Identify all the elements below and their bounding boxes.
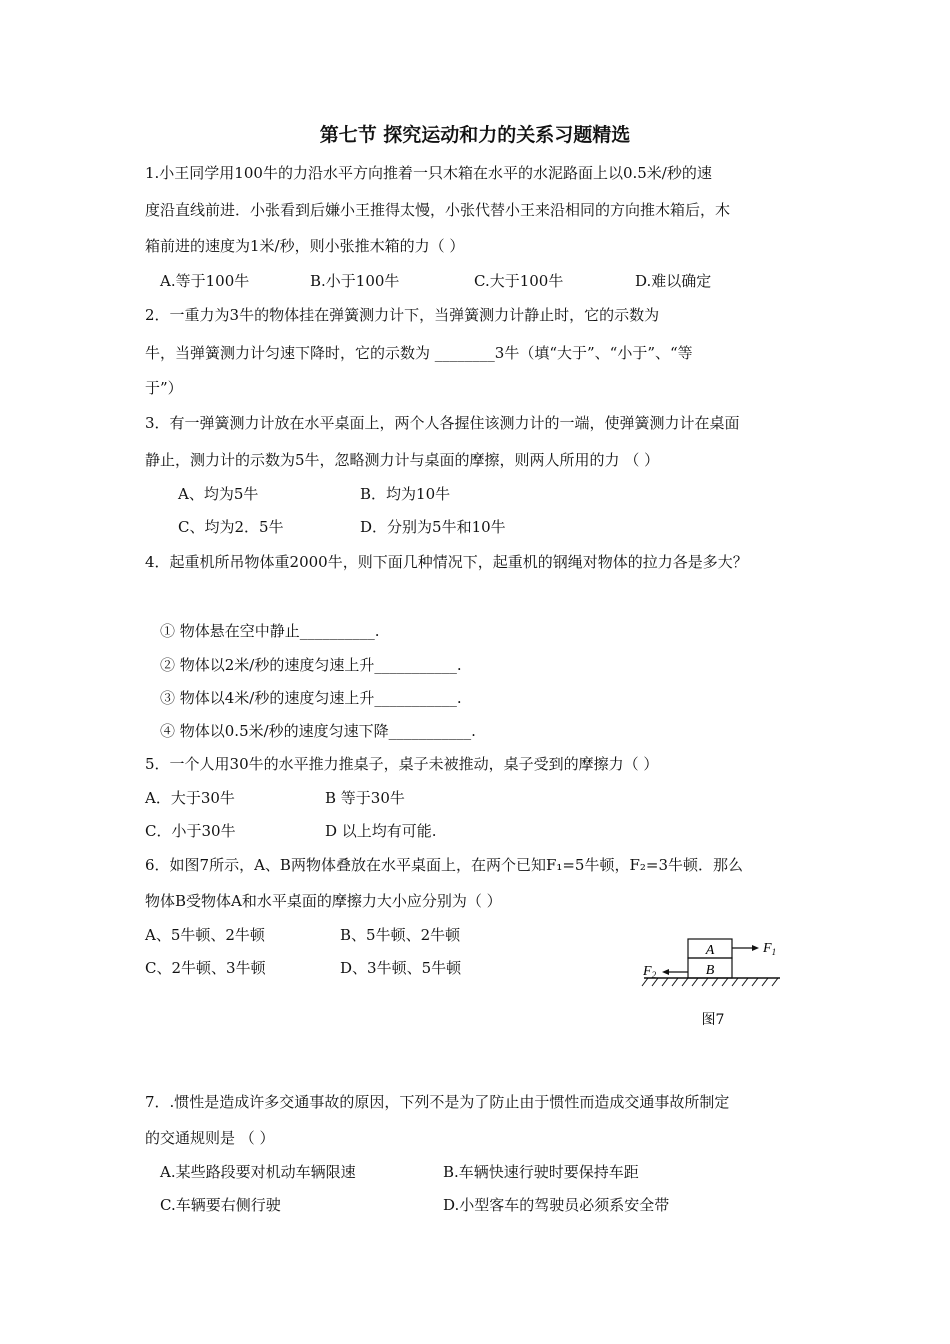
q3-option-d: D．分别为5牛和10牛 xyxy=(360,518,506,536)
q5-option-c: C．小于30牛 xyxy=(145,822,236,840)
q5-option-d: D 以上均有可能. xyxy=(325,822,437,840)
figure-caption: 图7 xyxy=(701,1012,725,1028)
q2-line-3: 于”） xyxy=(145,379,183,397)
page-title: 第七节 探究运动和力的关系习题精选 xyxy=(319,124,631,146)
q4-item-4: ④ 物体以0.5米/秒的速度匀速下降___________. xyxy=(160,722,476,740)
q1-line-3: 箱前进的速度为1米/秒，则小张推木箱的力（ ） xyxy=(145,237,465,255)
f1-arrowhead xyxy=(752,945,759,951)
q3-option-a: A、均为5牛 xyxy=(178,485,259,503)
q7-line-1: 7．.惯性是造成许多交通事故的原因，下列不是为了防止由于惯性而造成交通事故所制定 xyxy=(145,1093,730,1111)
f1-label: $F_1$ xyxy=(763,941,777,957)
q2-line-2: 牛，当弹簧测力计匀速下降时，它的示数为 ________3牛（填“大于”、“小于”、“等 xyxy=(145,344,693,362)
f2-arrowhead xyxy=(662,969,669,975)
q3-option-c: C、均为2．5牛 xyxy=(178,518,284,536)
q6-line-2: 物体B受物体A和水平桌面的摩擦力大小应分别为（ ） xyxy=(145,892,502,910)
q5-option-a: A．大于30牛 xyxy=(145,789,235,807)
q7-option-b: B.车辆快速行驶时要保持车距 xyxy=(443,1163,639,1181)
q5-option-b: B 等于30牛 xyxy=(325,789,405,807)
label-a: A xyxy=(705,943,715,958)
q1-line-2: 度沿直线前进．小张看到后嫌小王推得太慢，小张代替小王来沿相同的方向推木箱后，木 xyxy=(145,201,731,219)
q5-stem: 5．一个人用30牛的水平推力推桌子，桌子未被推动，桌子受到的摩擦力（ ） xyxy=(145,755,659,773)
q4-item-2: ② 物体以2米/秒的速度匀速上升___________. xyxy=(160,656,462,674)
q6-option-b: B、5牛顿、2牛顿 xyxy=(340,926,461,944)
label-b: B xyxy=(705,963,715,978)
q1-option-b: B.小于100牛 xyxy=(310,272,400,290)
q1-option-c: C.大于100牛 xyxy=(474,272,564,290)
q2-line-1: 2．一重力为3牛的物体挂在弹簧测力计下，当弹簧测力计静止时，它的示数为 xyxy=(145,306,660,324)
f2-label: $F_2$ xyxy=(643,964,657,980)
q3-line-1: 3．有一弹簧测力计放在水平桌面上，两个人各握住该测力计的一端，使弹簧测力计在桌面 xyxy=(145,414,740,432)
q7-option-a: A.某些路段要对机动车辆限速 xyxy=(160,1163,356,1181)
q6-option-d: D、3牛顿、5牛顿 xyxy=(340,959,462,977)
q6-option-a: A、5牛顿、2牛顿 xyxy=(145,926,265,944)
q6-option-c: C、2牛顿、3牛顿 xyxy=(145,959,266,977)
ground-hatching xyxy=(642,978,778,986)
q1-option-a: A.等于100牛 xyxy=(160,272,250,290)
q4-stem: 4．起重机所吊物体重2000牛，则下面几种情况下，起重机的钢绳对物体的拉力各是多大？ xyxy=(145,553,748,571)
figure-7-diagram xyxy=(640,930,790,1040)
q1-option-d: D.难以确定 xyxy=(635,272,712,290)
q7-option-c: C.车辆要右侧行驶 xyxy=(160,1196,281,1214)
q7-line-2: 的交通规则是 （ ） xyxy=(145,1129,275,1147)
q6-line-1: 6．如图7所示，A、B两物体叠放在水平桌面上，在两个已知F₁=5牛顿，F₂=3牛顿．那么 xyxy=(145,856,744,874)
q7-option-d: D.小型客车的驾驶员必须系安全带 xyxy=(443,1196,670,1214)
q4-item-1: ① 物体悬在空中静止__________. xyxy=(160,622,380,640)
q3-option-b: B．均为10牛 xyxy=(360,485,451,503)
q4-item-3: ③ 物体以4米/秒的速度匀速上升___________. xyxy=(160,689,462,707)
q3-line-2: 静止，测力计的示数为5牛，忽略测力计与桌面的摩擦，则两人所用的力 （ ） xyxy=(145,451,660,469)
q1-line-1: 1.小王同学用100牛的力沿水平方向推着一只木箱在水平的水泥路面上以0.5米/秒的速 xyxy=(145,164,712,182)
